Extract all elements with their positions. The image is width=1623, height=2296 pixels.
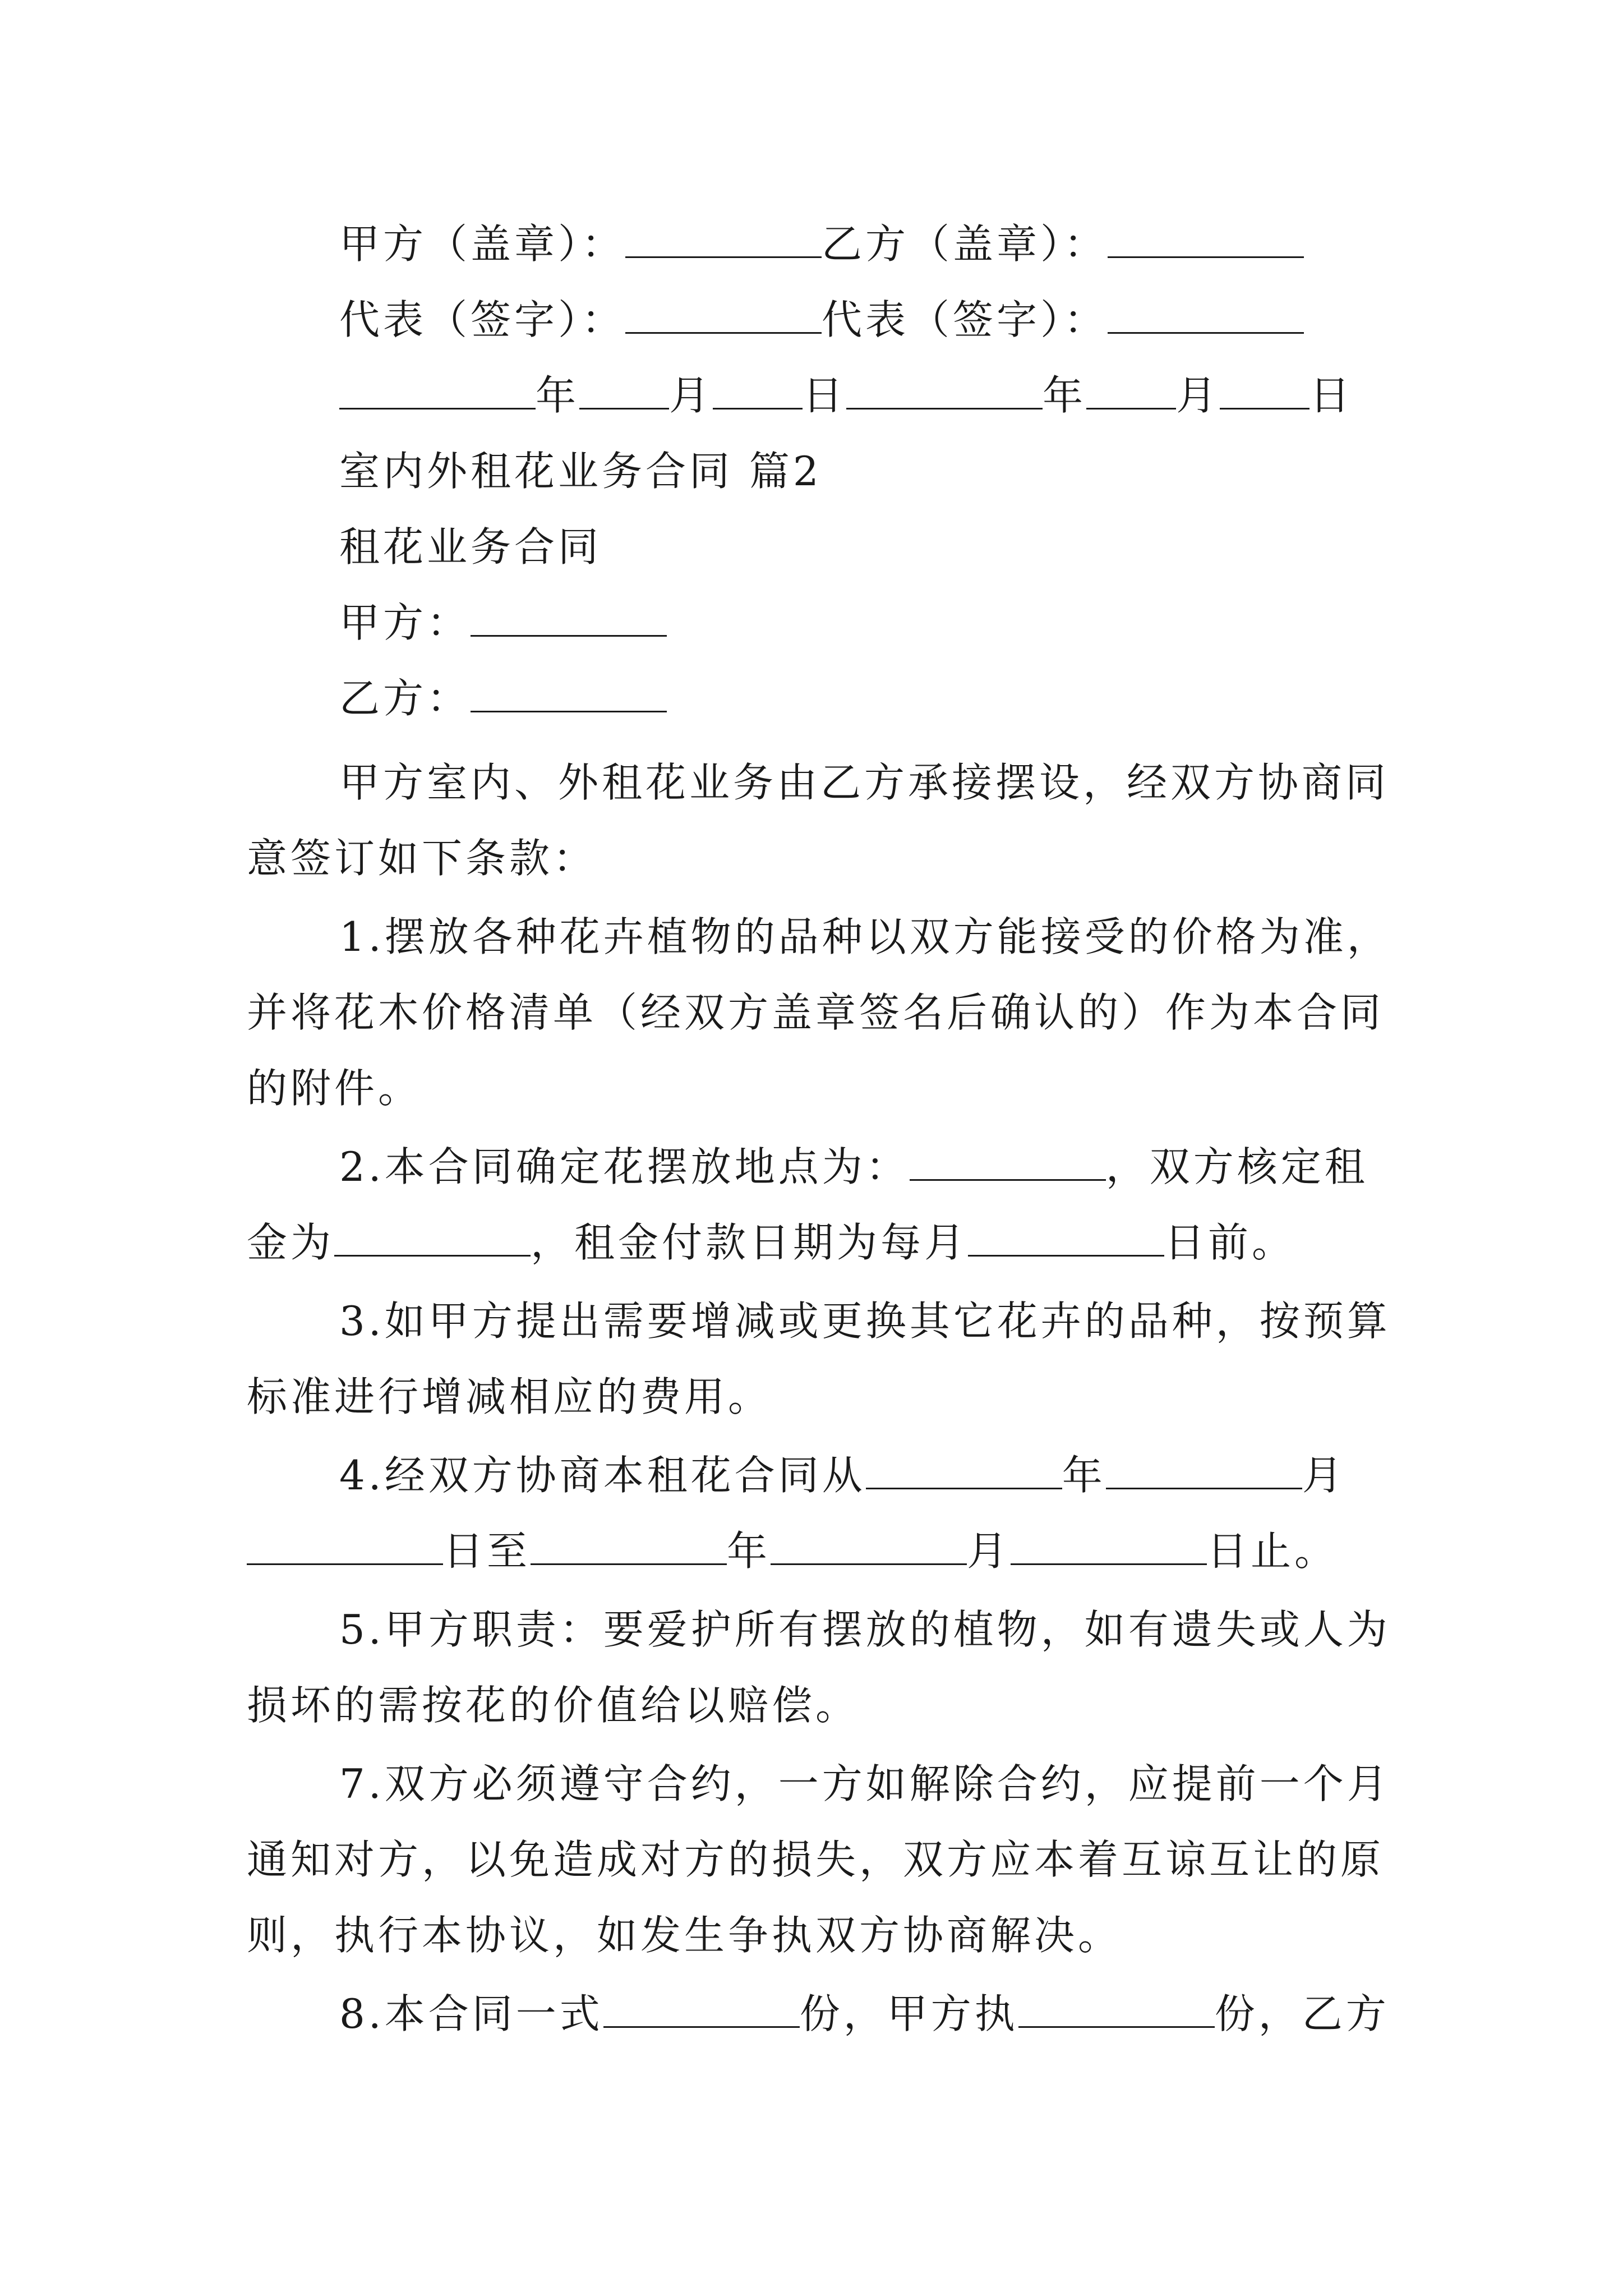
party-b-seal-label: 乙方（盖章）： bbox=[822, 220, 1108, 268]
clause-4-end-year-blank bbox=[531, 1529, 727, 1565]
clause-3-line-1: 3.如甲方提出需要增减或更换其它花卉的品种，按预算 bbox=[339, 1297, 1391, 1345]
rep-b-label: 代表（签字）： bbox=[822, 296, 1108, 343]
clause-1-line-1: 1.摆放各种花卉植物的品种以双方能接受的价格为准， bbox=[339, 913, 1391, 960]
clause-4-text-c: 年 bbox=[727, 1527, 771, 1575]
party-a-seal-blank bbox=[625, 222, 822, 258]
clause-2-text-a: 2.本合同确定花摆放地点为： bbox=[339, 1143, 910, 1190]
date-a-month: 月 bbox=[669, 372, 713, 419]
clause-4-text-b: 日至 bbox=[443, 1527, 531, 1575]
clause-8-text-b: 份，甲方执 bbox=[799, 1990, 1018, 2037]
rep-a-blank bbox=[625, 297, 822, 334]
intro-line-1: 甲方室内、外租花业务由乙方承接摆设，经双方协商同 bbox=[339, 759, 1390, 806]
clause-7-line-1: 7.双方必须遵守合约，一方如解除合约，应提前一个月 bbox=[339, 1760, 1391, 1807]
clause-2-rent-blank bbox=[334, 1220, 531, 1257]
clause-7-line-2: 通知对方，以免造成对方的损失，双方应本着互谅互让的原 bbox=[247, 1836, 1385, 1883]
clause-2-text-d: ，租金付款日期为每月 bbox=[531, 1219, 969, 1266]
party-a-seal-label: 甲方（盖章）： bbox=[339, 220, 626, 268]
clause-5-line-2: 损坏的需按花的价值给以赔偿。 bbox=[247, 1682, 860, 1729]
date-a-day-blank bbox=[713, 373, 803, 409]
clause-3-line-2: 标准进行增减相应的费用。 bbox=[247, 1373, 772, 1420]
clause-8-line-1 bbox=[339, 1986, 1405, 2042]
clause-4-end-day-blank bbox=[1011, 1529, 1207, 1565]
clause-2-day-blank bbox=[968, 1220, 1164, 1257]
date-b-day-blank bbox=[1220, 373, 1310, 409]
clause-1-line-2: 并将花木价格清单（经双方盖章签名后确认的）作为本合同 bbox=[247, 989, 1385, 1036]
intro-line-2: 意签订如下条款： bbox=[247, 835, 597, 882]
clause-8-copies-blank bbox=[603, 1991, 800, 2028]
clause-4-text-e: 日止。 bbox=[1207, 1527, 1339, 1575]
clause-4-start-day-blank bbox=[247, 1529, 443, 1565]
clause-4-start-month-blank bbox=[1106, 1453, 1302, 1489]
clause-2-text-e: 日前。 bbox=[1164, 1219, 1296, 1266]
clause-5-line-1: 5.甲方职责：要爱护所有摆放的植物，如有遗失或人为 bbox=[339, 1606, 1391, 1653]
date-b-year-blank bbox=[846, 373, 1043, 409]
clause-2-line-2 bbox=[247, 1214, 1402, 1271]
rep-b-blank bbox=[1108, 297, 1304, 334]
party-b-seal-blank bbox=[1108, 222, 1304, 258]
clause-8-text-a: 8.本合同一式 bbox=[339, 1990, 603, 2037]
clause-4-line-1 bbox=[339, 1447, 1405, 1503]
clause-4-end-month-blank bbox=[771, 1529, 967, 1565]
party-b-blank bbox=[471, 676, 667, 712]
date-a-month-blank bbox=[579, 373, 669, 409]
date-a-day: 日 bbox=[803, 372, 847, 419]
date-b-month: 月 bbox=[1176, 372, 1220, 419]
date-a-year-blank bbox=[339, 373, 536, 409]
document-title: 室内外租花业务合同 篇2 bbox=[339, 448, 822, 495]
party-a-blank bbox=[471, 600, 667, 637]
signature-date-line bbox=[339, 367, 1405, 424]
clause-2-text-b: ，双方核定租 bbox=[1105, 1143, 1368, 1190]
clause-2-location-blank bbox=[910, 1144, 1106, 1181]
clause-2-line-1 bbox=[339, 1139, 1405, 1195]
party-a-seal-line bbox=[339, 216, 1405, 272]
clause-4-start-year-blank bbox=[866, 1453, 1062, 1489]
clause-8-party-a-copies-blank bbox=[1018, 1991, 1215, 2028]
rep-a-label: 代表（签字）： bbox=[339, 296, 626, 343]
clause-8-text-c: 份，乙方 bbox=[1214, 1990, 1390, 2037]
representative-sign-line bbox=[339, 292, 1405, 348]
party-a-label: 甲方： bbox=[339, 599, 471, 646]
date-b-year: 年 bbox=[1043, 372, 1087, 419]
clause-2-text-c: 金为 bbox=[247, 1219, 335, 1266]
date-a-year: 年 bbox=[536, 372, 580, 419]
party-b-line bbox=[339, 670, 1405, 726]
date-b-month-blank bbox=[1086, 373, 1176, 409]
clause-1-line-3: 的附件。 bbox=[247, 1065, 422, 1112]
clause-4-month: 月 bbox=[1302, 1452, 1346, 1499]
party-a-line bbox=[339, 595, 1405, 651]
date-b-day: 日 bbox=[1310, 372, 1354, 419]
clause-7-line-3: 则，执行本协议，如发生争执双方协商解决。 bbox=[247, 1912, 1122, 1959]
clause-4-text-a: 4.经双方协商本租花合同从 bbox=[339, 1452, 866, 1499]
contract-subtitle: 租花业务合同 bbox=[339, 523, 602, 570]
clause-4-line-2 bbox=[247, 1523, 1402, 1579]
party-b-label: 乙方： bbox=[339, 675, 471, 722]
clause-4-year: 年 bbox=[1062, 1452, 1106, 1499]
clause-4-text-d: 月 bbox=[967, 1527, 1011, 1575]
